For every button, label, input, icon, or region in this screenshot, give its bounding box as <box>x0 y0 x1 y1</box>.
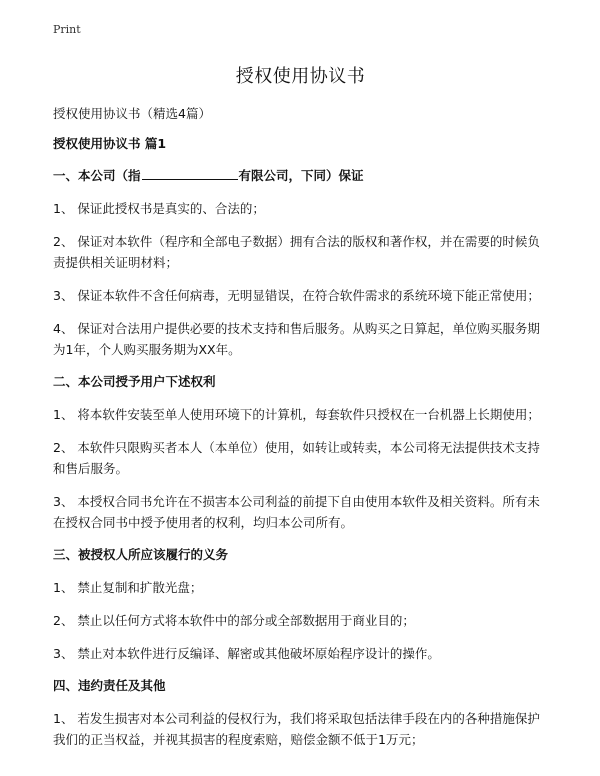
section-1-item-3: 3、 保证本软件不含任何病毒，无明显错误，在符合软件需求的系统环境下能正常使用； <box>53 288 540 303</box>
section-1-item-1: 1、 保证此授权书是真实的、合法的； <box>53 201 265 216</box>
company-name-blank <box>142 167 238 180</box>
document-subtitle: 授权使用协议书（精选4篇） <box>53 106 211 121</box>
section-heading-1-prefix: 一、本公司（指 <box>53 168 141 183</box>
section-2-item-1: 1、 将本软件安装至单人使用环境下的计算机，每套软件只授权在一台机器上长期使用； <box>53 407 540 422</box>
section-1-item-2: 2、 保证对本软件（程序和全部电子数据）拥有合法的版权和著作权，并在需要的时候负责提供相关证明材料； <box>53 234 540 270</box>
section-3-item-3: 3、 禁止对本软件进行反编译、解密或其他破坏原始程序设计的操作。 <box>53 646 440 661</box>
section-heading-1-suffix: 有限公司，下同）保证 <box>238 168 364 183</box>
section-heading-4: 四、违约责任及其他 <box>53 678 166 693</box>
section-heading-3: 三、被授权人所应该履行的义务 <box>53 547 229 562</box>
document-title: 授权使用协议书 <box>235 66 366 87</box>
part-title: 授权使用协议书 篇1 <box>53 136 167 151</box>
section-heading-1 <box>53 166 548 186</box>
section-3-item-2: 2、 禁止以任何方式将本软件中的部分或全部数据用于商业目的； <box>53 613 415 628</box>
section-2-item-2: 2、 本软件只限购买者本人（本单位）使用，如转让或转卖，本公司将无法提供技术支持和售后服务。 <box>53 440 540 476</box>
print-link[interactable]: Print <box>53 23 81 36</box>
section-1-item-4: 4、 保证对合法用户提供必要的技术支持和售后服务。从购买之日算起，单位购买服务期为1年，个人购买服务期为XX年。 <box>53 321 540 357</box>
section-4-item-1: 1、 若发生损害对本公司利益的侵权行为，我们将采取包括法律手段在内的各种措施保护我们的正当权益，并视其损害的程度索赔，赔偿金额不低于1万元； <box>53 711 540 747</box>
section-3-item-1: 1、 禁止复制和扩散光盘； <box>53 580 203 595</box>
section-heading-2: 二、本公司授予用户下述权利 <box>53 374 216 389</box>
section-2-item-3: 3、 本授权合同书允许在不损害本公司利益的前提下自由使用本软件及相关资料。所有未在授权合同书中授予使用者的权利，均归本公司所有。 <box>53 494 540 530</box>
